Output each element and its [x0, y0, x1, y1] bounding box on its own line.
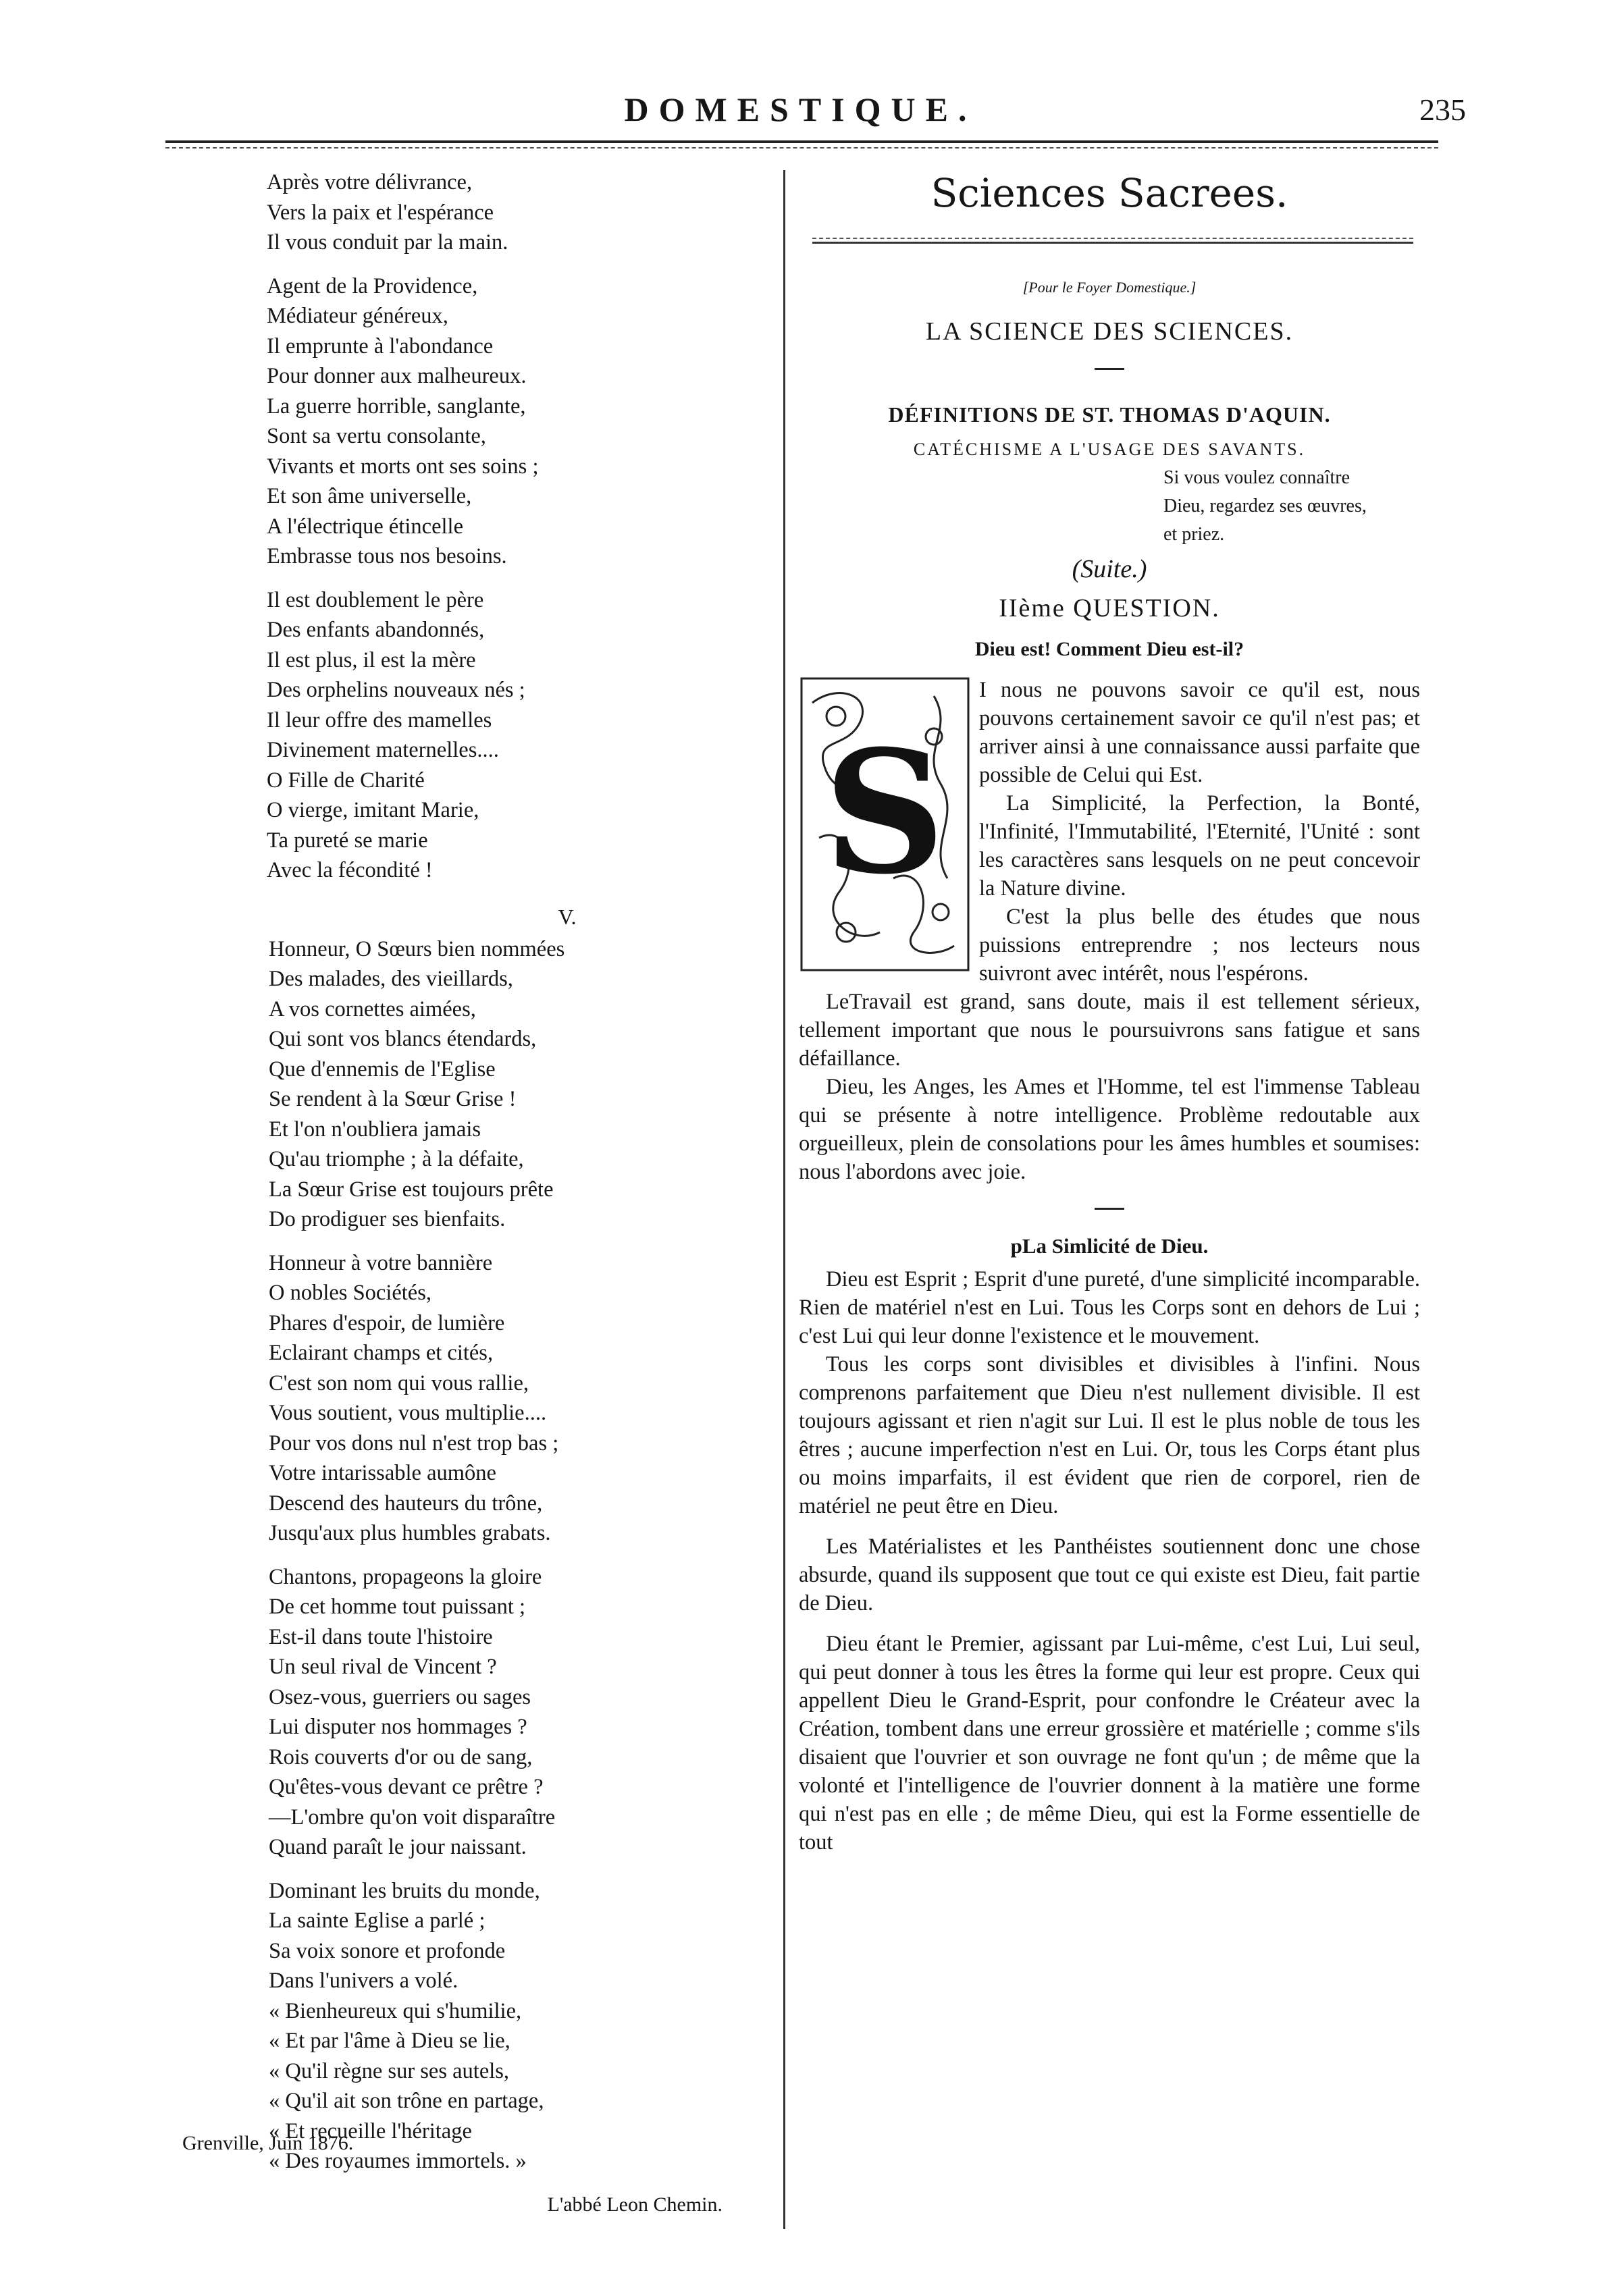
ornamental-initial-s-icon: [799, 676, 971, 973]
svg-text:S: S: [823, 713, 946, 911]
source-note: [Pour le Foyer Domestique.]: [1022, 279, 1197, 296]
poem-line: Se rendent à la Sœur Grise !: [269, 1087, 517, 1111]
poem-column: [162, 167, 763, 2220]
paragraph: Les Matérialistes et les Panthéistes soutiennent donc une chose absurde, quand ils supposent que tout ce qui existe est Dieu, fait partie de Dieu.: [799, 1534, 1420, 1616]
poem-line: Des orphelins nouveaux nés ;: [267, 678, 525, 702]
epigraph-line: Si vous voulez connaître: [1163, 467, 1350, 488]
section-rule: [812, 238, 1413, 244]
poem-line: Chantons, propageons la gloire: [269, 1564, 542, 1589]
subsection-heading: pLa Simlicité de Dieu.: [1010, 1234, 1209, 1258]
poem-line: Votre intarissable aumône: [269, 1461, 496, 1485]
poem-line: Honneur à votre bannière: [269, 1250, 493, 1275]
paragraph: C'est la plus belle des études que nous puissions entreprendre ; nos lecteurs nous suivront avec intérêt, nous l'espérons.: [979, 905, 1420, 986]
epigraph: [799, 464, 1420, 549]
page-number: 235: [1419, 92, 1466, 127]
poem-line: « Bienheureux qui s'humilie,: [269, 1998, 522, 2023]
poem-line: « Des royaumes immortels. »: [269, 2149, 527, 2173]
poem-line: Phares d'espoir, de lumière: [269, 1310, 505, 1335]
poem-line: A l'électrique étincelle: [267, 514, 463, 539]
epigraph-line: et priez.: [1163, 524, 1225, 545]
poem-stanza: [162, 1876, 763, 2177]
poem-line: Un seul rival de Vincent ?: [269, 1655, 497, 1679]
poem-line: O nobles Sociétés,: [269, 1281, 432, 1305]
poem-line: Descend des hauteurs du trône,: [269, 1491, 543, 1516]
poem-line: La guerre horrible, sanglante,: [267, 394, 526, 419]
poem-line: Il vous conduit par la main.: [267, 230, 508, 255]
poem-line: Qu'êtes-vous devant ce prêtre ?: [269, 1775, 544, 1799]
poem-line: Ta pureté se marie: [267, 828, 428, 853]
poem-stanza: [162, 271, 763, 572]
poem-line: Eclairant champs et cités,: [269, 1341, 494, 1365]
poem-line: Des enfants abandonnés,: [267, 618, 485, 642]
article-title: LA SCIENCE DES SCIENCES.: [925, 317, 1294, 346]
poem-line: Vers la paix et l'espérance: [267, 200, 494, 225]
poem-line: Avec la fécondité !: [267, 858, 433, 882]
paragraph: Dieu est Esprit ; Esprit d'une pureté, d'une simplicité incomparable. Rien de matériel n'est en Lui. Tous les Corps sont en dehors de Lui ; c'est Lui qui leur donne l'existence et le mouvement.: [799, 1267, 1420, 1348]
poem-line: Il est plus, il est la mère: [267, 647, 476, 672]
poem-line: Rois couverts d'or ou de sang,: [269, 1744, 533, 1769]
poem-stanza: [162, 167, 763, 258]
poem-line: Et l'on n'oubliera jamais: [269, 1117, 481, 1142]
poem-line: « Qu'il règne sur ses autels,: [269, 2058, 510, 2083]
poem-line: La sainte Eglise a parlé ;: [269, 1908, 485, 1933]
poem-line: Osez-vous, guerriers ou sages: [269, 1684, 531, 1709]
poem-section-heading: V.: [558, 904, 577, 929]
paragraph-gap: [799, 1618, 1420, 1630]
poem-line: Agent de la Providence,: [267, 273, 478, 298]
poem-line: « Et recueille l'héritage: [269, 2118, 472, 2143]
section-title: Sciences Sacrees.: [930, 170, 1288, 216]
poem-line: Des malades, des vieillards,: [269, 967, 513, 991]
poem-line: Dans l'univers a volé.: [269, 1969, 458, 1993]
paragraph: Dieu étant le Premier, agissant par Lui-même, c'est Lui, Lui seul, qui peut donner à tous les êtres la forme qui leur est propre. Ceux qui appellent Dieu le Grand-Esprit, pour confondre le Créateur avec la Création, tombent dans une erreur grossière et matérielle ; comme s'ils disaient que l'ouvrier et son ouvrage ne font qu'un ; de même que la volonté et l'intelligence de l'ouvrier donnent à la matière une forme qui n'est pas en elle ; de même Dieu, qui est la Forme essentielle de tout: [799, 1632, 1420, 1854]
poem-stanza: [162, 1248, 763, 1549]
poem-place-date: Grenville, Juin 1876.: [182, 2132, 354, 2154]
paragraph: LeTravail est grand, sans doute, mais il est tellement sérieux, tellement important que nous le poursuivrons sans fatigue et sans défaillance.: [799, 990, 1420, 1071]
poem-line: Lui disputer nos hommages ?: [269, 1715, 527, 1739]
intro-block: [799, 676, 1420, 1186]
poem-line: « Et par l'âme à Dieu se lie,: [269, 2029, 510, 2053]
subquestion-heading: Dieu est! Comment Dieu est-il?: [974, 638, 1244, 660]
epigraph-line: Dieu, regardez ses œuvres,: [1163, 496, 1367, 516]
poem-stanza: [162, 585, 763, 886]
poem-line: Vous soutient, vous multiplie....: [269, 1401, 547, 1425]
article-column: [799, 167, 1420, 1857]
poem-line: « Qu'il ait son trône en partage,: [269, 2089, 544, 2113]
poem-stanza: [162, 934, 763, 1235]
poem-line: Quand paraît le jour naissant.: [269, 1835, 527, 1859]
divider-dash: [1095, 1208, 1124, 1210]
poem-stanza: [162, 1562, 763, 1863]
paragraph-gap: [799, 1520, 1420, 1532]
paragraph: I nous ne pouvons savoir ce qu'il est, nous pouvons certainement savoir ce qu'il n'est pas; et arriver ainsi à une connaissance aussi parfaite que possible de Celui qui Est.: [979, 678, 1420, 787]
poem-line: Est-il dans toute l'histoire: [269, 1624, 493, 1649]
poem-stanzas-v: [162, 934, 763, 2177]
poem-line: La Sœur Grise est toujours prête: [269, 1177, 554, 1202]
poem-line: Et son âme universelle,: [267, 484, 472, 508]
poem-line: C'est son nom qui vous rallie,: [269, 1370, 529, 1395]
poem-line: Pour vos dons nul n'est trop bas ;: [269, 1431, 559, 1456]
poem-line: Que d'ennemis de l'Eglise: [269, 1057, 496, 1082]
poem-line: Il emprunte à l'abondance: [267, 333, 494, 358]
poem-line: Honneur, O Sœurs bien nommées: [269, 936, 565, 961]
paragraph: Tous les corps sont divisibles et divisibles à l'infini. Nous comprenons parfaitement que Dieu n'est nullement divisible. Il est toujours agissant et rien n'agit sur Lui. Il est le plus noble de tous les êtres ; aucune imperfection n'est en Lui. Or, tous les Corps étant plus ou moins imparfaits, il est évident que rien de corporel, rien de matériel ne peut être en Dieu.: [799, 1352, 1420, 1518]
question-heading: IIème QUESTION.: [999, 594, 1220, 622]
poem-line: Qu'au triomphe ; à la défaite,: [269, 1147, 524, 1171]
poem-line: Après votre délivrance,: [267, 170, 473, 194]
definitions-heading: DÉFINITIONS DE ST. THOMAS D'AQUIN.: [888, 402, 1331, 427]
poem-line: A vos cornettes aimées,: [269, 996, 476, 1021]
catechism-subheading: CATÉCHISME A L'USAGE DES SAVANTS.: [913, 439, 1306, 459]
paragraph: Dieu, les Anges, les Ames et l'Homme, tel est l'immense Tableau qui se présente à notre intelligence. Problème redoutable aux orgueilleux, plein de consolations pour les âmes humbles et soumises: nous l'abordons avec joie.: [799, 1075, 1420, 1184]
poem-line: O Fille de Charité: [267, 768, 425, 793]
poem-stanzas: [162, 167, 763, 886]
poem-line: Embrasse tous nos besoins.: [267, 544, 507, 568]
poem-line: Médiateur généreux,: [267, 304, 448, 328]
poem-line: Pour donner aux malheureux.: [267, 364, 527, 388]
poem-signature: L'abbé Leon Chemin.: [547, 2193, 723, 2216]
poem-line: Qui sont vos blancs étendards,: [269, 1027, 537, 1051]
poem-line: Il leur offre des mamelles: [267, 708, 492, 732]
poem-line: Do prodiguer ses bienfaits.: [269, 1207, 506, 1231]
column-divider: [783, 170, 785, 2229]
poem-line: Sa voix sonore et profonde: [269, 1938, 506, 1963]
running-header-title: DOMESTIQUE.: [624, 90, 977, 128]
poem-line: De cet homme tout puissant ;: [269, 1595, 526, 1619]
header-rule: [165, 140, 1438, 149]
body-paragraphs: [799, 1265, 1420, 1857]
suite-label: (Suite.): [1072, 555, 1147, 583]
poem-line: Il est doublement le père: [267, 587, 484, 612]
poem-line: Vivants et morts ont ses soins ;: [267, 454, 539, 479]
poem-line: —L'ombre qu'on voit disparaître: [269, 1805, 556, 1830]
poem-line: Jusqu'aux plus humbles grabats.: [269, 1521, 551, 1545]
paragraph: La Simplicité, la Perfection, la Bonté, l'Infinité, l'Immutabilité, l'Eternité, l'Unité : sont les caractères sans lesquels on ne peut concevoir la Nature divine.: [979, 791, 1420, 901]
poem-line: Dominant les bruits du monde,: [269, 1878, 540, 1903]
poem-line: O vierge, imitant Marie,: [267, 798, 479, 822]
poem-line: Divinement maternelles....: [267, 738, 499, 762]
divider-dash: [1095, 368, 1124, 370]
poem-line: Sont sa vertu consolante,: [267, 424, 486, 448]
